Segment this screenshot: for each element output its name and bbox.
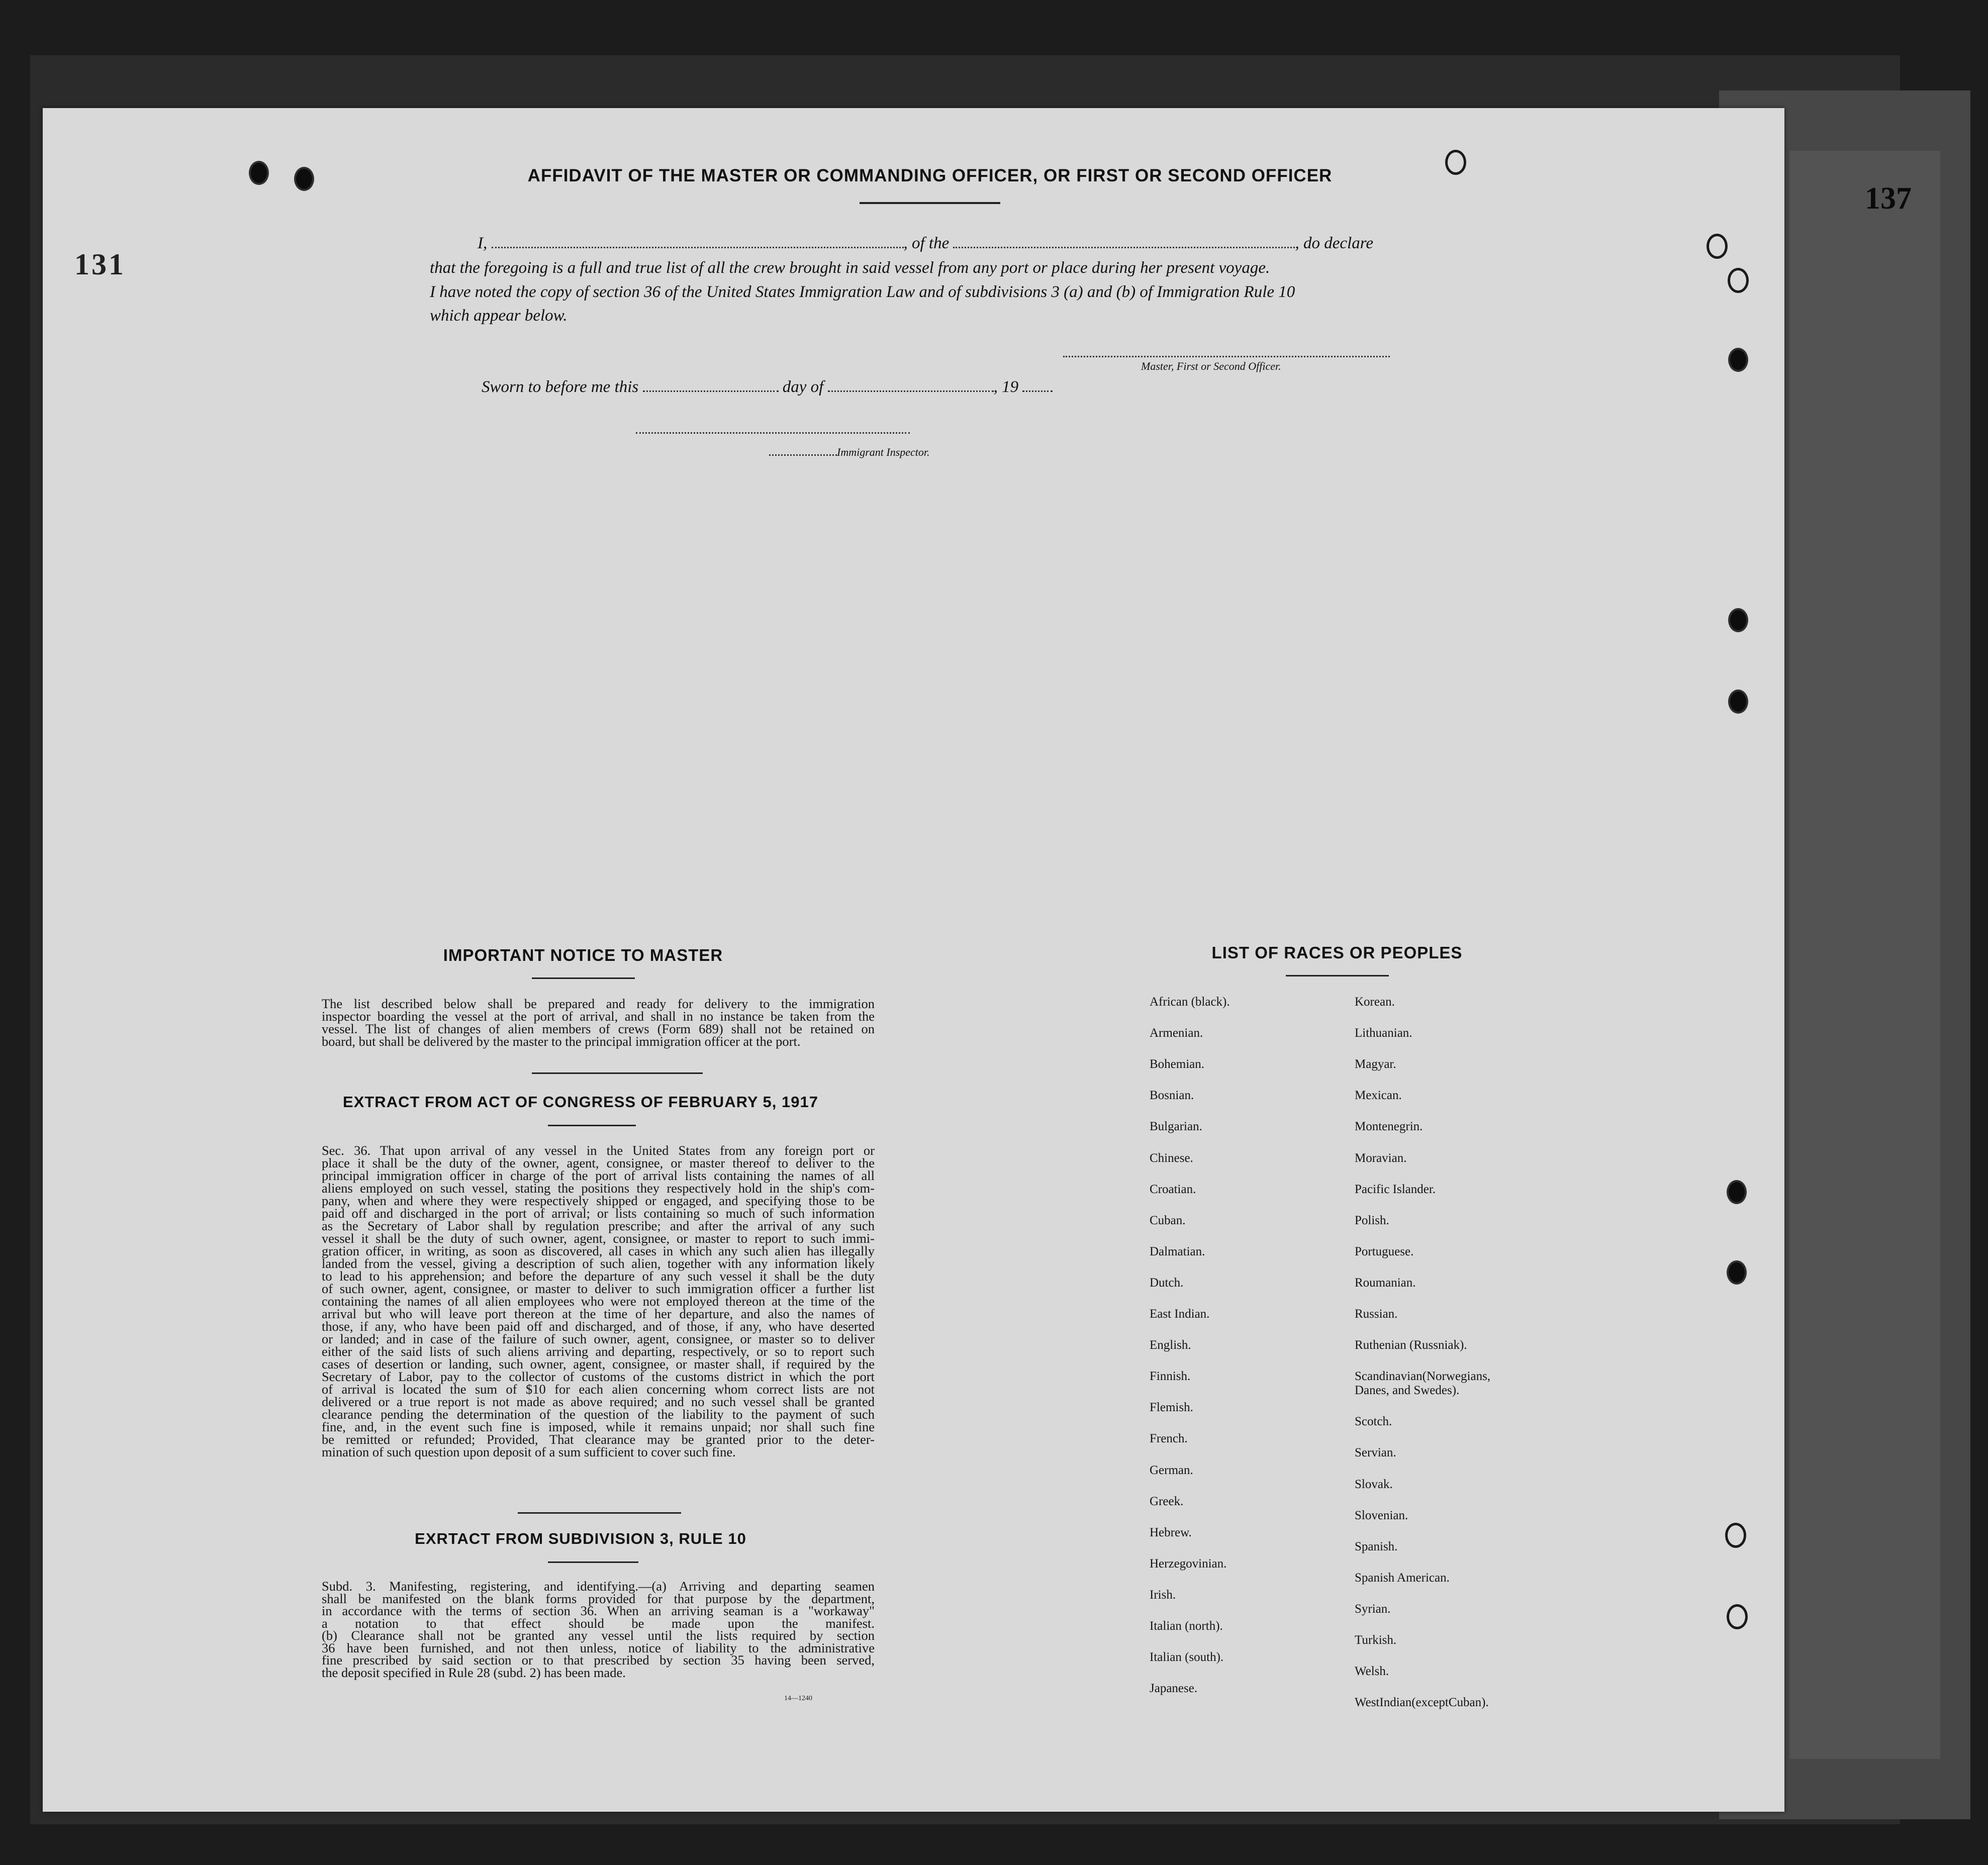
text-line: Sec. 36. That upon arrival of any vessel in the United States from any foreign port or [322,1143,875,1158]
race-item: Korean. [1355,995,1395,1009]
punch-hole [249,161,269,185]
text-line: paid off and discharged in the port of arrival; or lists containing so much of such information [322,1206,875,1221]
act-extract-title-rule [548,1125,636,1126]
punch-hole [1728,348,1748,372]
inspector-name-field[interactable] [769,454,837,456]
race-item: Slovenian. [1355,1508,1408,1522]
race-item: Danes, and Swedes). [1355,1384,1460,1398]
text-line: the deposit specified in Rule 28 (subd. 2) has been made. [322,1664,626,1680]
race-item: Roumanian. [1355,1275,1416,1290]
race-item: Greek. [1150,1494,1184,1508]
text-line: board, but shall be delivered by the master to the principal immigration officer at the port. [322,1034,801,1049]
text-line: The list described below shall be prepared and ready for delivery to the immigration [322,996,875,1011]
inspector-label-text: Immigrant Inspector. [837,446,930,458]
form-number: 14—1240 [784,1695,812,1702]
text-line: shall be manifested on the blank forms provided for that purpose by the department, [322,1591,875,1606]
race-item: Chinese. [1150,1151,1193,1165]
text-line: (b) Clearance shall not be granted any vessel until the lists required by section [322,1628,875,1643]
text-line: arrival but who will leave port thereon at the time of her departure, and also the names of [322,1306,875,1321]
text-line: a notation to that effect should be made upon the manifest. [322,1615,875,1631]
race-item: Lithuanian. [1355,1026,1412,1040]
punch-hole [1707,234,1728,259]
punch-hole [1728,690,1748,714]
race-item: Italian (south). [1150,1650,1224,1664]
text-line: cases of desertion or landing, such owner, agent, consignee, or master shall, if required by the [322,1356,875,1371]
race-item: Hebrew. [1150,1525,1192,1539]
race-item: Herzegovinian. [1150,1556,1227,1570]
affidavit-line-2: that the foregoing is a full and true list of all the crew brought in said vessel from any port or place during her present voyage. [430,259,1270,277]
text-line: pany, when and where they were respectively shipped or engaged, and specifying those to be [322,1193,875,1208]
act-extract-divider [518,1512,681,1514]
notice-divider [532,1072,703,1074]
punch-hole [1728,268,1749,293]
race-item: Bohemian. [1150,1057,1205,1071]
affidavit-of-the: , of the [903,234,950,252]
text-line: aliens employed on such vessel, stating the positions they respectively hold in the ship's com- [322,1181,875,1196]
text-line: landed from the vessel, giving a description of such alien, together with any information likely [322,1256,875,1271]
affidavit-line-1 [478,234,1373,253]
race-item: Dalmatian. [1150,1244,1205,1258]
text-line: fine prescribed by said section or to that prescribed by section 35 having been served, [322,1652,875,1667]
race-item: Polish. [1355,1213,1389,1227]
punch-hole [1728,608,1748,632]
vessel-field[interactable] [953,247,1295,248]
race-item: Japanese. [1150,1682,1198,1696]
race-item: Ruthenian (Russniak). [1355,1338,1467,1352]
race-item: English. [1150,1338,1191,1352]
race-item: Armenian. [1150,1026,1203,1040]
race-item: Portuguese. [1355,1244,1414,1258]
race-item: Italian (north). [1150,1619,1223,1633]
text-line: inspector boarding the vessel at the port of arrival, and shall in no instance be taken from the [322,1009,875,1024]
punch-hole [1727,1180,1747,1204]
race-item: African (black). [1150,995,1230,1009]
bleed-through-text [151,467,1659,970]
text-line: of arrival is located the sum of $10 for each alien concerning whom correct lists are not [322,1382,875,1397]
act-extract-title: EXTRACT FROM ACT OF CONGRESS OF FEBRUARY 5, 1917 [343,1093,818,1111]
text-line: vessel. The list of changes of alien members of crews (Form 689) shall not be retained on [322,1021,875,1036]
text-line: of such owner, agent, consignee, or master to deliver to such immigration officer a further list [322,1281,875,1296]
races-title-rule [1286,975,1389,976]
race-item: Cuban. [1150,1213,1186,1227]
race-item: Bulgarian. [1150,1120,1202,1134]
text-line: either of the said lists of such aliens arriving and departing, respectively, or so to report such [322,1344,875,1359]
text-line: Subd. 3. Manifesting, registering, and identifying.—(a) Arriving and departing seamen [322,1579,875,1594]
race-item: Dutch. [1150,1275,1184,1290]
text-line: be remitted or refunded; Provided, That clearance may be granted prior to the deter- [322,1432,875,1447]
sworn-day-of: day of [782,378,824,396]
affidavit-title-rule [860,202,1000,204]
sworn-month-field[interactable] [828,390,994,392]
punch-hole [1727,1604,1748,1629]
race-item: Pacific Islander. [1355,1182,1436,1196]
race-item: Spanish American. [1355,1570,1450,1585]
text-line: place it shall be the duty of the owner, agent, consignee, or master thereof to deliver to the [322,1155,875,1170]
rule-extract-title: EXRTACT FROM SUBDIVISION 3, RULE 10 [415,1530,746,1547]
inspector-signature-line[interactable] [636,432,910,434]
master-signature-label: Master, First or Second Officer. [1141,360,1281,372]
race-item: East Indian. [1150,1307,1210,1321]
sworn-day-field[interactable] [643,390,779,392]
race-item: Syrian. [1355,1602,1391,1616]
text-line: to lead to his apprehension; and before the departure of any such vessel it shall be the duty [322,1268,875,1284]
sworn-year-prefix: , 19 [993,378,1019,396]
inspector-signature-label [769,446,930,459]
race-item: French. [1150,1432,1188,1446]
text-line: or landed; and in case of the failure of such owner, agent, consignee, or master so to deliver [322,1331,875,1346]
notice-title-rule [532,977,635,979]
race-item: Turkish. [1355,1633,1397,1647]
stamp-number: 131 [74,248,126,281]
race-item: Moravian. [1355,1151,1407,1165]
text-line: Secretary of Labor, pay to the collector of customs of the customs district in which the port [322,1369,875,1384]
race-item: Servian. [1355,1446,1396,1460]
punch-hole [1727,1260,1747,1285]
text-line: gration officer, in writing, as soon as discovered, all cases in which any such alien has illegally [322,1243,875,1258]
text-line: delivered or a true report is not made as above required; and no such vessel shall be granted [322,1394,875,1409]
punch-hole [1445,150,1466,175]
race-item: Croatian. [1150,1182,1196,1196]
race-item: Scotch. [1355,1415,1392,1429]
notice-title: IMPORTANT NOTICE TO MASTER [443,946,723,964]
race-item: WestIndian(exceptCuban). [1355,1696,1489,1710]
race-item: Magyar. [1355,1057,1396,1071]
affidavit-declare: , do declare [1295,234,1373,252]
race-item: Bosnian. [1150,1089,1194,1103]
text-line: mination of such question upon deposit of a sum sufficient to cover such fine. [322,1444,736,1459]
race-item: Flemish. [1150,1401,1193,1415]
text-line: as the Secretary of Labor shall by regulation prescribe; and after the arrival of any such [322,1218,875,1233]
rule-extract-title-rule [548,1561,638,1563]
text-line: in accordance with the terms of section 36. When an arriving seaman is a "workaway" [322,1603,875,1618]
race-item: Montenegrin. [1355,1120,1423,1134]
race-item: Slovak. [1355,1477,1393,1491]
race-item: Spanish. [1355,1539,1398,1553]
affidavit-line-3: I have noted the copy of section 36 of the United States Immigration Law and of subdivisions 3 (a) and (b) of Immigration Rule 10 [430,283,1295,301]
text-line: containing the names of all alien employees who were not employed thereon at the time of the [322,1294,875,1309]
affidavit-line-4: which appear below. [430,307,567,325]
text-line: 36 have been furnished, and not then unless, notice of liability to the administrative [322,1640,875,1655]
text-line: principal immigration officer in charge of the port of arrival lists containing the names of all [322,1168,875,1183]
page-number: 137 [1865,181,1912,216]
affidavit-title: AFFIDAVIT OF THE MASTER OR COMMANDING OFFICER, OR FIRST OR SECOND OFFICER [527,166,1333,185]
race-item: German. [1150,1463,1193,1477]
text-line: clearance pending the determination of the question of the liability to the payment of such [322,1407,875,1422]
race-item: Irish. [1150,1588,1176,1602]
text-line: vessel it shall be the duty of such owner, agent, consignee, or master to report to such immi- [322,1231,875,1246]
text-line: fine, and, in the event such fine is imposed, while it remains unpaid; nor shall such fine [322,1419,875,1434]
punch-hole [294,167,314,191]
race-item: Scandinavian(Norwegians, [1355,1369,1491,1384]
sworn-year-field[interactable] [1022,390,1053,392]
sworn-prefix: Sworn to before me this [482,378,639,396]
sworn-line [482,378,1053,397]
master-signature-line[interactable] [1063,356,1390,357]
races-title: LIST OF RACES OR PEOPLES [1211,943,1463,962]
race-item: Mexican. [1355,1089,1402,1103]
text-line: those, if any, who have been paid off and discharged, and of those, if any, who have deserted [322,1319,875,1334]
name-field[interactable] [492,247,904,248]
race-item: Welsh. [1355,1664,1389,1679]
race-item: Finnish. [1150,1369,1191,1384]
affidavit-i: I, [478,234,488,252]
punch-hole [1725,1523,1746,1548]
race-item: Russian. [1355,1307,1398,1321]
